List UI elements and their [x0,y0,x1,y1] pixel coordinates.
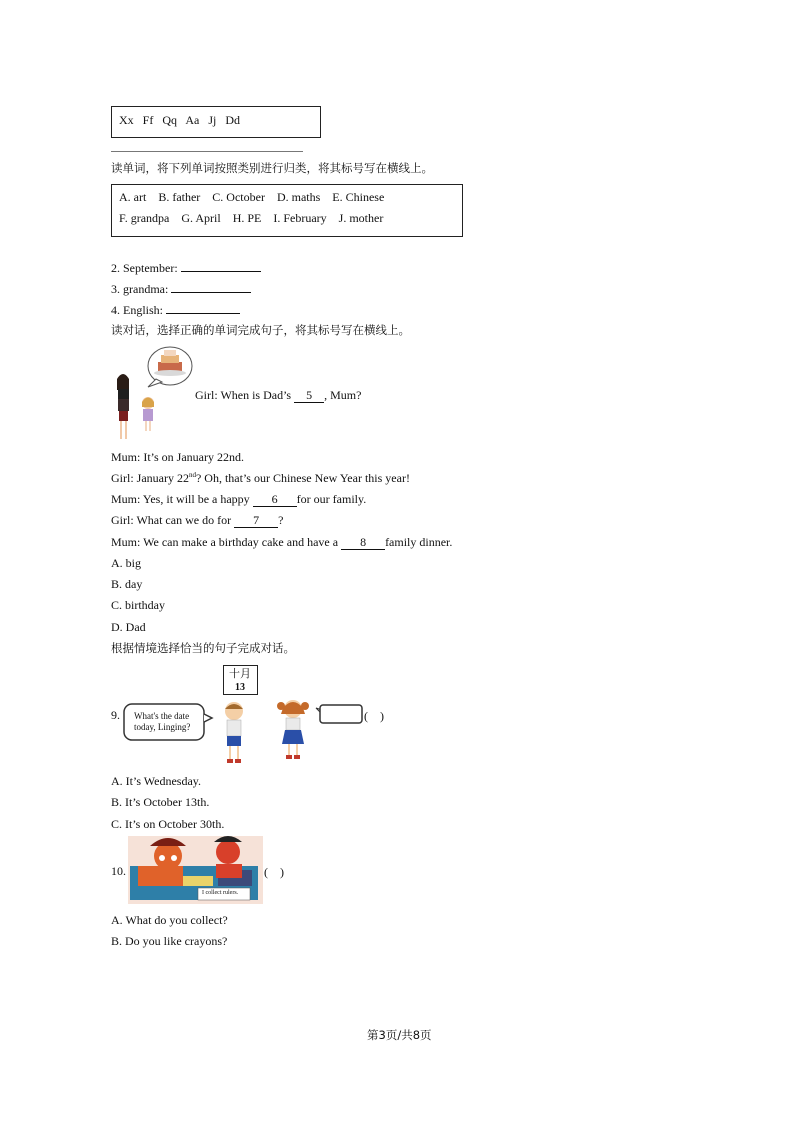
dialog-option-d: D. Dad [111,620,146,634]
q10-number: 10. [111,864,126,878]
dialog-text: ? Oh, that’s our Chinese New Year this year! [195,471,410,485]
word-bank-row-1: A. art B. father C. October D. maths E. Chinese [119,190,385,204]
word-bank-row-2: F. grandpa G. April H. PE I. February J. mother [119,211,384,225]
blank-6[interactable]: 6 [253,492,297,507]
q10-illustration [128,836,263,904]
answer-line [111,151,303,152]
dialog-text: Mum: Yes, it will be a happy [111,492,253,506]
dialog-line-1: Mum: It’s on January 22nd. [111,450,244,464]
sort-item-label: 4. English: [111,303,164,317]
dialog-line-4 [111,513,283,528]
q10-answer-paren[interactable]: ( ) [264,865,284,879]
letters-text: Xx Ff Qq Aa Jj Dd [119,113,241,127]
situation-instruction: 根据情境选择恰当的句子完成对话。 [111,641,295,655]
sort-item-label: 3. grandma: [111,282,169,296]
sort-item-4 [111,302,240,317]
q9-option-c: C. It’s on October 30th. [111,817,225,831]
dialog-text: Girl: What can we do for [111,513,235,527]
dialog-instruction: 读对话，选择正确的单词完成句子，将其标号写在横线上。 [111,323,410,337]
sort-item-2 [111,260,261,275]
blank-5[interactable]: 5 [294,388,324,403]
q9-answer-paren[interactable]: ( ) [364,709,384,723]
dialog-text: ? [278,513,284,527]
answer-blank[interactable] [181,260,261,272]
dialog-option-a: A. big [111,556,141,570]
dialog-girl-line [195,388,361,403]
q10-option-a: A. What do you collect? [111,913,228,927]
blank-7[interactable]: 7 [234,513,278,528]
blank-8[interactable]: 8 [341,535,385,550]
q9-bubble-text-2: today, Linging? [134,722,191,732]
dialog-option-c: C. birthday [111,598,165,612]
page-number: 第3页/共8页 [367,1028,432,1042]
dialog-option-b: B. day [111,577,143,591]
q9-girl-figure [274,696,312,762]
dialog-line-3 [111,492,366,507]
dialog-text: family dinner. [385,535,453,549]
sort-item-label: 2. September: [111,261,178,275]
q10-caption: I collect rulers. [202,890,239,896]
q9-option-a: A. It’s Wednesday. [111,774,202,788]
q9-boy-figure [218,700,250,766]
dialog-line-5 [111,535,452,550]
q9-number: 9. [111,708,120,722]
mom-girl-illustration [108,345,198,443]
dialog-line-2 [111,471,410,485]
sort-item-3 [111,281,251,296]
q9-answer-bubble[interactable] [316,704,364,724]
answer-blank[interactable] [166,302,240,314]
q9-option-b: B. It’s October 13th. [111,795,210,809]
dialog-text: , Mum? [324,388,362,402]
dialog-text: Girl: When is Dad’s [195,388,295,402]
dialog-text: Girl: January 22 [111,471,189,485]
q10-option-b: B. Do you like crayons? [111,934,228,948]
ordinal-suffix: nd [188,471,196,479]
answer-blank[interactable] [171,281,251,293]
calendar-month: 十月 [229,667,251,680]
sort-instruction: 读单词，将下列单词按照类别进行归类，将其标号写在横线上。 [111,161,433,175]
dialog-text: Mum: We can make a birthday cake and have a [111,535,342,549]
calendar-day: 13 [235,682,245,693]
q9-bubble-text-1: What's the date [134,711,190,721]
dialog-text: for our family. [296,492,367,506]
